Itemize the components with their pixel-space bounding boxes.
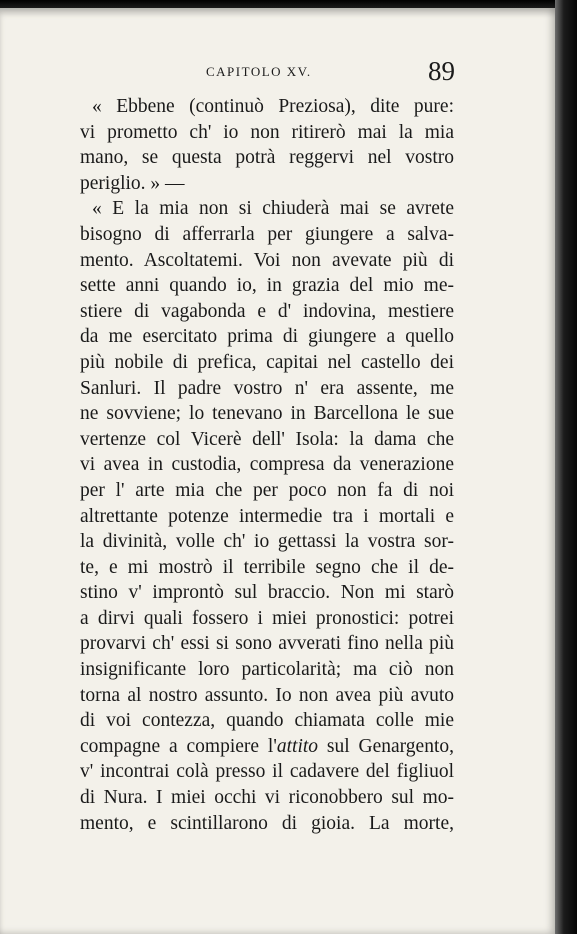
running-head: CAPITOLO XV. xyxy=(206,64,312,79)
text-line: torna al nostro assunto. Io non avea più avuto xyxy=(80,684,454,706)
text-line: bisogno di afferrarla per giungere a salva- xyxy=(80,223,454,245)
text-line: di voi contezza, quando chiamata colle mie xyxy=(80,710,454,732)
text-line: mano, se questa potrà reggervi nel vostro xyxy=(80,147,454,169)
text-line: periglio. » — xyxy=(80,172,185,194)
text-line: vi avea in custodia, compresa da venerazione xyxy=(80,454,454,476)
text-line: la divinità, volle ch' io gettassi la vostra sor- xyxy=(80,531,454,553)
text-line: insignificante loro particolarità; ma ciò non xyxy=(80,659,454,681)
text-line: a dirvi quali fossero i miei pronostici: potrei xyxy=(80,607,454,629)
text-line: stino v' improntò sul braccio. Non mi starò xyxy=(80,582,454,604)
paragraph-1 xyxy=(80,94,454,196)
text-line: stiere di vagabonda e d' indovina, mestiere xyxy=(80,300,454,322)
text-fragment: compagne a compiere l' xyxy=(80,735,277,757)
body-text xyxy=(80,94,454,836)
text-line: per l' arte mia che per poco non fa di noi xyxy=(80,479,454,501)
text-line: « Ebbene (continuò Preziosa), dite pure: xyxy=(92,96,454,117)
text-line-with-italic xyxy=(80,734,454,760)
text-line: vertenze col Vicerè dell' Isola: la dama che xyxy=(80,428,454,450)
text-line: mento. Ascoltatemi. Voi non avevate più di xyxy=(80,249,454,271)
text-line: altrettante potenze intermedie tra i mortali e xyxy=(80,505,454,527)
paragraph-2 xyxy=(80,196,454,836)
italic-word: attito xyxy=(276,735,319,757)
text-line: te, e mi mostrò il terribile segno che il de- xyxy=(80,556,454,578)
text-line: ne sovviene; lo tenevano in Barcellona le sue xyxy=(80,403,454,425)
text-line: più nobile di prefica, capitai nel castello dei xyxy=(80,351,454,373)
text-line: mento, e scintillarono di gioia. La morte, xyxy=(80,812,454,834)
text-line: sette anni quando io, in grazia del mio me- xyxy=(80,275,454,297)
text-line: da me esercitato prima di giungere a quello xyxy=(80,326,454,348)
text-line: di Nura. I miei occhi vi riconobbero sul mo- xyxy=(80,787,454,809)
scan-border-right xyxy=(555,0,577,934)
text-line: « E la mia non si chiuderà mai se avrete xyxy=(92,198,454,220)
text-line: vi prometto ch' io non ritirerò mai la mia xyxy=(80,121,454,143)
book-page xyxy=(0,8,558,934)
text-fragment: sul Genargento, xyxy=(318,735,454,757)
text-line: v' incontrai colà presso il cadavere del figliuol xyxy=(80,761,454,783)
text-line: provarvi ch' essi si sono avverati fino nella più xyxy=(80,633,454,655)
page-number: 89 xyxy=(428,56,455,86)
text-line: Sanluri. Il padre vostro n' era assente, me xyxy=(80,377,454,399)
page-header xyxy=(0,58,558,88)
